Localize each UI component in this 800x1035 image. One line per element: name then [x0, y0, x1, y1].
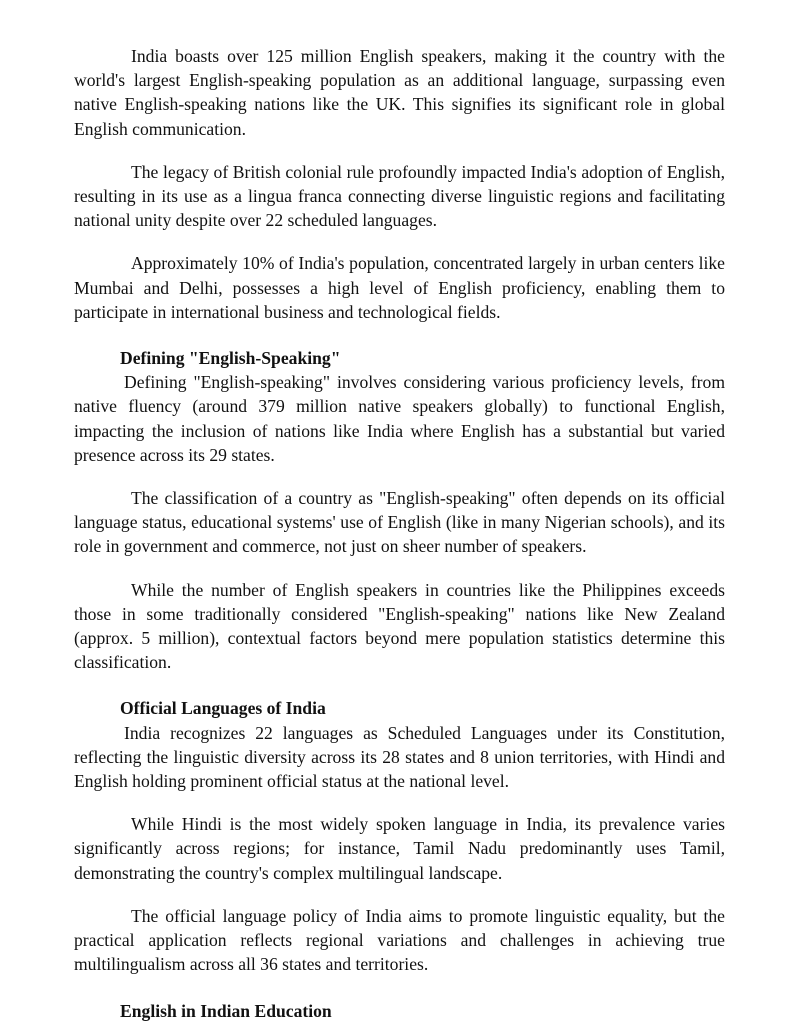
intro-paragraph-2: The legacy of British colonial rule profoundly impacted India's adoption of English, resulting in its use as a lingua franca connecting diverse linguistic regions and facilitating national unity despite over 22 scheduled languages.: [74, 161, 725, 231]
intro-paragraph-3: Approximately 10% of India's population, concentrated largely in urban centers like Mumbai and Delhi, possesses a high level of English proficiency, enabling them to participate in international business and technological fields.: [74, 253, 725, 322]
defining-paragraph-3: While the number of English speakers in countries like the Philippines exceeds those in some traditionally considered "English-speaking" nations like New Zealand (approx. 5 million), contextual factors beyond mere population statistics determine this classification.: [74, 579, 725, 673]
section-heading-official: Official Languages of India: [120, 698, 326, 719]
section-heading-education: English in Indian Education: [120, 1000, 332, 1021]
official-paragraph-2: While Hindi is the most widely spoken language in India, its prevalence varies significantly across regions; for instance, Tamil Nadu predominantly uses Tamil, demonstrating the country's complex multilingual landscape.: [74, 814, 725, 883]
defining-paragraph-1: Defining "English-speaking" involves considering various proficiency levels, from native fluency (around 379 million native speakers globally) to functional English, impacting the inclusion of nations like India where English has a substantial but varied presence across its 29 states.: [74, 372, 725, 465]
intro-paragraph-1: India boasts over 125 million English speakers, making it the country with the world's largest English-speaking population as an additional language, surpassing even native English-speaking nations like the UK. This signifies its significant role in global English communication.: [74, 46, 725, 139]
official-paragraph-1: India recognizes 22 languages as Scheduled Languages under its Constitution, reflecting the linguistic diversity across its 28 states and 8 union territories, with Hindi and English holding prominent official status at the national level.: [74, 722, 725, 792]
document-page: [74, 44, 725, 1023]
section-heading-defining: Defining "English-Speaking": [120, 348, 341, 369]
official-paragraph-3: The official language policy of India aims to promote linguistic equality, but the practical application reflects regional variations and challenges in achieving true multilingualism across all 36 states and territories.: [74, 905, 725, 975]
defining-paragraph-2: The classification of a country as "English-speaking" often depends on its official language status, educational systems' use of English (like in many Nigerian schools), and its role in government and commerce, not just on sheer number of speakers.: [74, 488, 725, 557]
